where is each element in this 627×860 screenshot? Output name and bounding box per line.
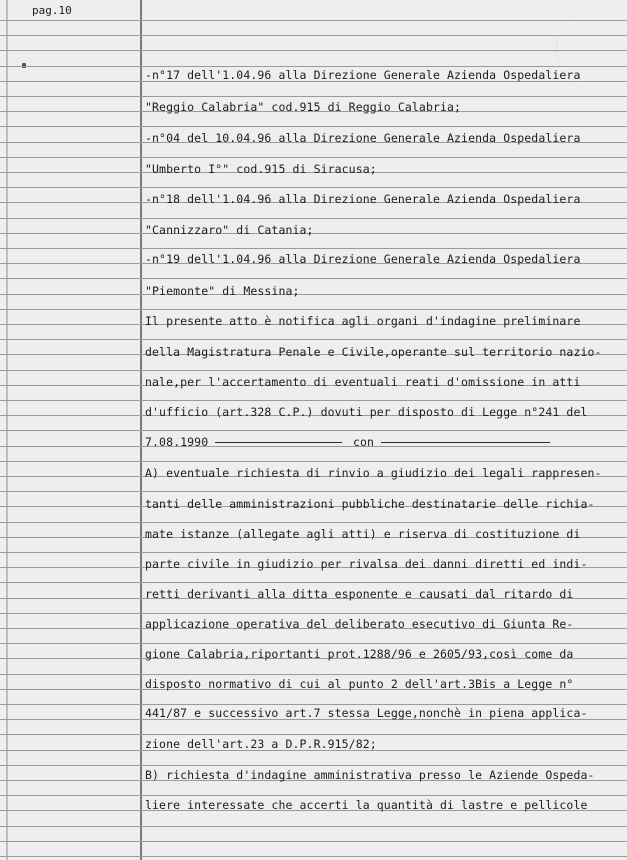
ruled-line bbox=[0, 126, 627, 127]
ruled-line bbox=[0, 66, 627, 67]
text-line: zione dell'art.23 a D.P.R.915/82; bbox=[145, 737, 377, 751]
ruled-line bbox=[0, 187, 627, 188]
text-line: gione Calabria,riportanti prot.1288/96 e 2605/93,così come da bbox=[145, 647, 574, 661]
ruled-line bbox=[0, 826, 627, 827]
ruled-line bbox=[0, 795, 627, 796]
text-line: parte civile in giudizio per rivalsa dei danni diretti ed indi- bbox=[145, 557, 588, 571]
text-line: B) richiesta d'indagine amministrativa presso le Aziende Ospeda- bbox=[145, 768, 595, 782]
text-line: "Piemonte" di Messina; bbox=[145, 284, 300, 298]
text-line: nale,per l'accertamento di eventuali reati d'omissione in atti bbox=[145, 375, 581, 389]
ruled-line bbox=[0, 841, 627, 842]
text-line: retti derivanti alla ditta esponente e causati dal ritardo di bbox=[145, 587, 574, 601]
ruled-line bbox=[0, 734, 627, 735]
text-line: liere interessate che accerti la quantità di lastre e pellicole bbox=[145, 798, 588, 812]
ruled-line bbox=[0, 704, 627, 705]
ruled-line bbox=[0, 96, 627, 97]
ruled-line bbox=[0, 50, 627, 51]
ruled-line bbox=[0, 309, 627, 310]
ruled-line bbox=[0, 765, 627, 766]
text-line: -n°04 del 10.04.96 alla Direzione Generale Azienda Ospedaliera bbox=[145, 131, 581, 145]
text-line: A) eventuale richiesta di rinvio a giudizio dei legali rappresen- bbox=[145, 466, 602, 480]
ruled-line bbox=[0, 446, 627, 447]
text-line: applicazione operativa del deliberato esecutivo di Giunta Re- bbox=[145, 617, 574, 631]
ruled-line bbox=[0, 218, 627, 219]
ruled-line bbox=[0, 643, 627, 644]
ruled-line bbox=[0, 522, 627, 523]
text-line: mate istanze (allegate agli atti) e riserva di costituzione di bbox=[145, 527, 581, 541]
ruled-line bbox=[0, 613, 627, 614]
page-number: pag.10 bbox=[32, 4, 72, 17]
ruled-line bbox=[0, 552, 627, 553]
ruled-line bbox=[0, 248, 627, 249]
filler-dash-right bbox=[381, 442, 550, 443]
ruled-line bbox=[0, 157, 627, 158]
ruled-line bbox=[0, 582, 627, 583]
text-line: tanti delle amministrazioni pubbliche destinatarie delle richia- bbox=[145, 497, 595, 511]
ruled-line bbox=[0, 430, 627, 431]
ruled-line bbox=[0, 674, 627, 675]
con-label: con bbox=[353, 435, 375, 449]
text-line: 7.08.1990 bbox=[145, 435, 209, 449]
text-line: "Umberto I°" cod.915 di Siracusa; bbox=[145, 162, 377, 176]
ruled-line bbox=[0, 278, 627, 279]
text-line: -n°18 dell'1.04.96 alla Direzione Generale Azienda Ospedaliera bbox=[145, 192, 581, 206]
ruled-line bbox=[0, 400, 627, 401]
ruled-line bbox=[0, 461, 627, 462]
ruled-line bbox=[0, 491, 627, 492]
ruled-line bbox=[0, 294, 627, 295]
ruled-line bbox=[0, 856, 627, 857]
text-line: d'ufficio (art.328 C.P.) dovuti per disposto di Legge n°241 del bbox=[145, 405, 588, 419]
filler-dash-left bbox=[215, 442, 342, 443]
text-line: -n°19 dell'1.04.96 alla Direzione Generale Azienda Ospedaliera bbox=[145, 252, 581, 266]
text-line: "Cannizzaro" di Catania; bbox=[145, 223, 314, 237]
ruled-line bbox=[0, 370, 627, 371]
text-line: -n°17 dell'1.04.96 alla Direzione Generale Azienda Ospedaliera bbox=[145, 68, 581, 82]
text-line: Il presente atto è notifica agli organi d'indagine preliminare bbox=[145, 314, 581, 328]
text-line: della Magistratura Penale e Civile,operante sul territorio nazio- bbox=[145, 345, 602, 359]
ruled-line bbox=[0, 339, 627, 340]
text-line: "Reggio Calabria" cod.915 di Reggio Calabria; bbox=[145, 100, 462, 114]
text-line: disposto normativo di cui al punto 2 dell'art.3Bis a Legge n° bbox=[145, 677, 574, 691]
text-line: 441/87 e successivo art.7 stessa Legge,nonchè in piena applica- bbox=[145, 706, 588, 720]
ruled-line bbox=[0, 35, 627, 36]
ruled-line bbox=[0, 20, 627, 21]
